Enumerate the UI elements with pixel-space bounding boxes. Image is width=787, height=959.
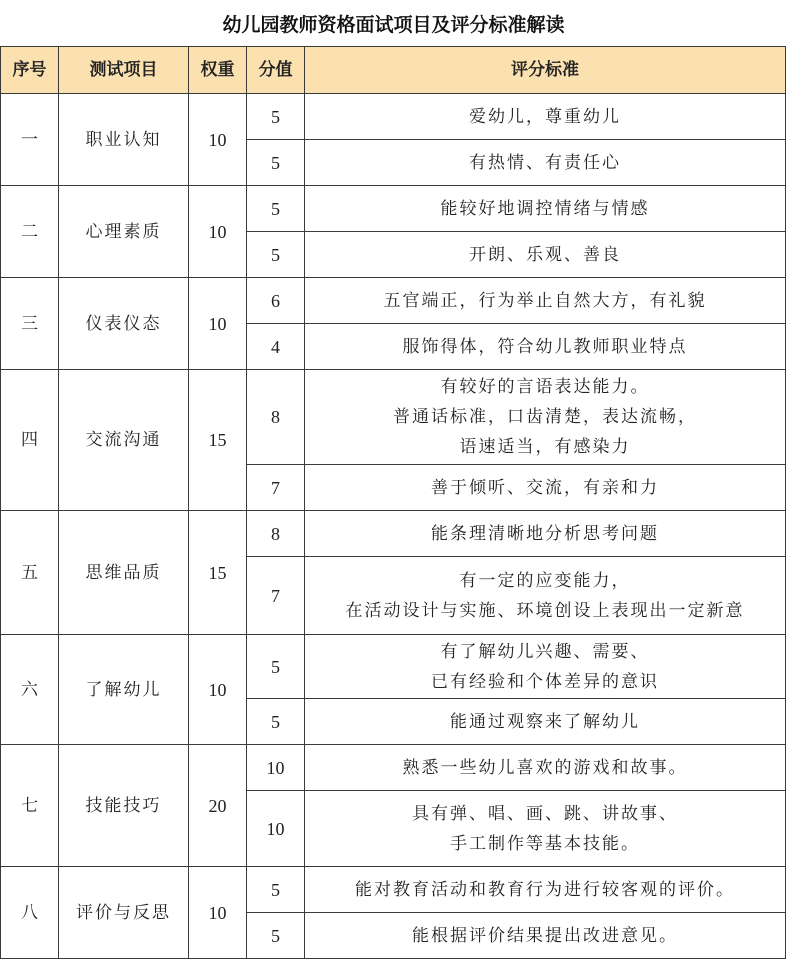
cell-criteria bbox=[305, 370, 786, 465]
cell-score: 5 bbox=[247, 913, 305, 959]
criteria-line: 能条理清晰地分析思考问题 bbox=[431, 523, 659, 544]
cell-weight: 10 bbox=[189, 94, 247, 186]
cell-score: 8 bbox=[247, 511, 305, 557]
cell-score: 5 bbox=[247, 140, 305, 186]
cell-criteria bbox=[305, 745, 786, 791]
criteria-line: 善于倾听、交流，有亲和力 bbox=[431, 477, 659, 498]
cell-score: 8 bbox=[247, 370, 305, 465]
header-criteria: 评分标准 bbox=[305, 47, 786, 94]
table-row bbox=[1, 867, 786, 913]
scoring-table bbox=[0, 46, 786, 959]
criteria-line: 手工制作等基本技能。 bbox=[450, 833, 640, 854]
cell-weight: 10 bbox=[189, 635, 247, 745]
cell-criteria bbox=[305, 94, 786, 140]
cell-index: 三 bbox=[1, 278, 59, 370]
cell-criteria bbox=[305, 232, 786, 278]
cell-item: 仪表仪态 bbox=[59, 278, 189, 370]
cell-item: 思维品质 bbox=[59, 511, 189, 635]
cell-criteria bbox=[305, 557, 786, 635]
cell-criteria bbox=[305, 635, 786, 699]
cell-criteria bbox=[305, 465, 786, 511]
criteria-line: 能通过观察来了解幼儿 bbox=[450, 711, 640, 732]
cell-score: 7 bbox=[247, 557, 305, 635]
header-score: 分值 bbox=[247, 47, 305, 94]
cell-index: 八 bbox=[1, 867, 59, 959]
criteria-line: 服饰得体，符合幼儿教师职业特点 bbox=[402, 336, 688, 357]
cell-weight: 10 bbox=[189, 867, 247, 959]
criteria-line: 能对教育活动和教育行为进行较客观的评价。 bbox=[355, 879, 735, 900]
criteria-line: 开朗、乐观、善良 bbox=[469, 244, 621, 265]
table-row bbox=[1, 370, 786, 465]
criteria-line: 普通话标准，口齿清楚，表达流畅， bbox=[393, 407, 697, 427]
cell-item: 了解幼儿 bbox=[59, 635, 189, 745]
cell-index: 六 bbox=[1, 635, 59, 745]
table-header-row bbox=[1, 47, 786, 94]
cell-score: 6 bbox=[247, 278, 305, 324]
cell-criteria bbox=[305, 278, 786, 324]
cell-item: 职业认知 bbox=[59, 94, 189, 186]
criteria-line: 具有弹、唱、画、跳、讲故事、 bbox=[412, 803, 678, 824]
cell-weight: 15 bbox=[189, 370, 247, 511]
cell-criteria bbox=[305, 791, 786, 867]
table-row bbox=[1, 94, 786, 140]
cell-item: 评价与反思 bbox=[59, 867, 189, 959]
cell-index: 一 bbox=[1, 94, 59, 186]
cell-score: 5 bbox=[247, 867, 305, 913]
criteria-line: 在活动设计与实施、环境创设上表现出一定新意 bbox=[345, 600, 745, 621]
cell-index: 四 bbox=[1, 370, 59, 511]
cell-score: 4 bbox=[247, 324, 305, 370]
document-title: 幼儿园教师资格面试项目及评分标准解读 bbox=[222, 13, 565, 36]
cell-item: 心理素质 bbox=[59, 186, 189, 278]
criteria-line: 有一定的应变能力， bbox=[459, 570, 631, 591]
criteria-line: 有热情、有责任心 bbox=[469, 152, 621, 173]
cell-score: 10 bbox=[247, 745, 305, 791]
header-index: 序号 bbox=[1, 47, 59, 94]
criteria-line: 已有经验和个体差异的意识 bbox=[431, 671, 659, 692]
cell-criteria bbox=[305, 511, 786, 557]
cell-score: 5 bbox=[247, 699, 305, 745]
cell-index: 五 bbox=[1, 511, 59, 635]
cell-index: 二 bbox=[1, 186, 59, 278]
table-row bbox=[1, 635, 786, 699]
cell-criteria bbox=[305, 913, 786, 959]
cell-criteria bbox=[305, 140, 786, 186]
cell-index: 七 bbox=[1, 745, 59, 867]
cell-score: 7 bbox=[247, 465, 305, 511]
criteria-line: 五官端正，行为举止自然大方，有礼貌 bbox=[383, 290, 707, 311]
table-row bbox=[1, 511, 786, 557]
cell-score: 5 bbox=[247, 635, 305, 699]
criteria-line: 能根据评价结果提出改进意见。 bbox=[412, 925, 678, 946]
criteria-line: 能较好地调控情绪与情感 bbox=[440, 198, 650, 219]
header-item: 测试项目 bbox=[59, 47, 189, 94]
cell-score: 5 bbox=[247, 232, 305, 278]
cell-item: 交流沟通 bbox=[59, 370, 189, 511]
criteria-line: 爱幼儿，尊重幼儿 bbox=[469, 106, 621, 127]
cell-weight: 15 bbox=[189, 511, 247, 635]
table-row bbox=[1, 278, 786, 324]
cell-weight: 10 bbox=[189, 278, 247, 370]
table-row bbox=[1, 186, 786, 232]
criteria-line: 有了解幼儿兴趣、需要、 bbox=[440, 641, 650, 662]
cell-item: 技能技巧 bbox=[59, 745, 189, 867]
cell-score: 5 bbox=[247, 94, 305, 140]
cell-weight: 20 bbox=[189, 745, 247, 867]
criteria-line: 语速适当，有感染力 bbox=[459, 437, 631, 457]
cell-score: 5 bbox=[247, 186, 305, 232]
cell-criteria bbox=[305, 867, 786, 913]
cell-score: 10 bbox=[247, 791, 305, 867]
cell-weight: 10 bbox=[189, 186, 247, 278]
header-weight: 权重 bbox=[189, 47, 247, 94]
criteria-line: 熟悉一些幼儿喜欢的游戏和故事。 bbox=[402, 757, 688, 778]
criteria-line: 有较好的言语表达能力。 bbox=[440, 377, 650, 397]
table-body bbox=[1, 94, 786, 959]
cell-criteria bbox=[305, 324, 786, 370]
cell-criteria bbox=[305, 186, 786, 232]
table-row bbox=[1, 745, 786, 791]
cell-criteria bbox=[305, 699, 786, 745]
